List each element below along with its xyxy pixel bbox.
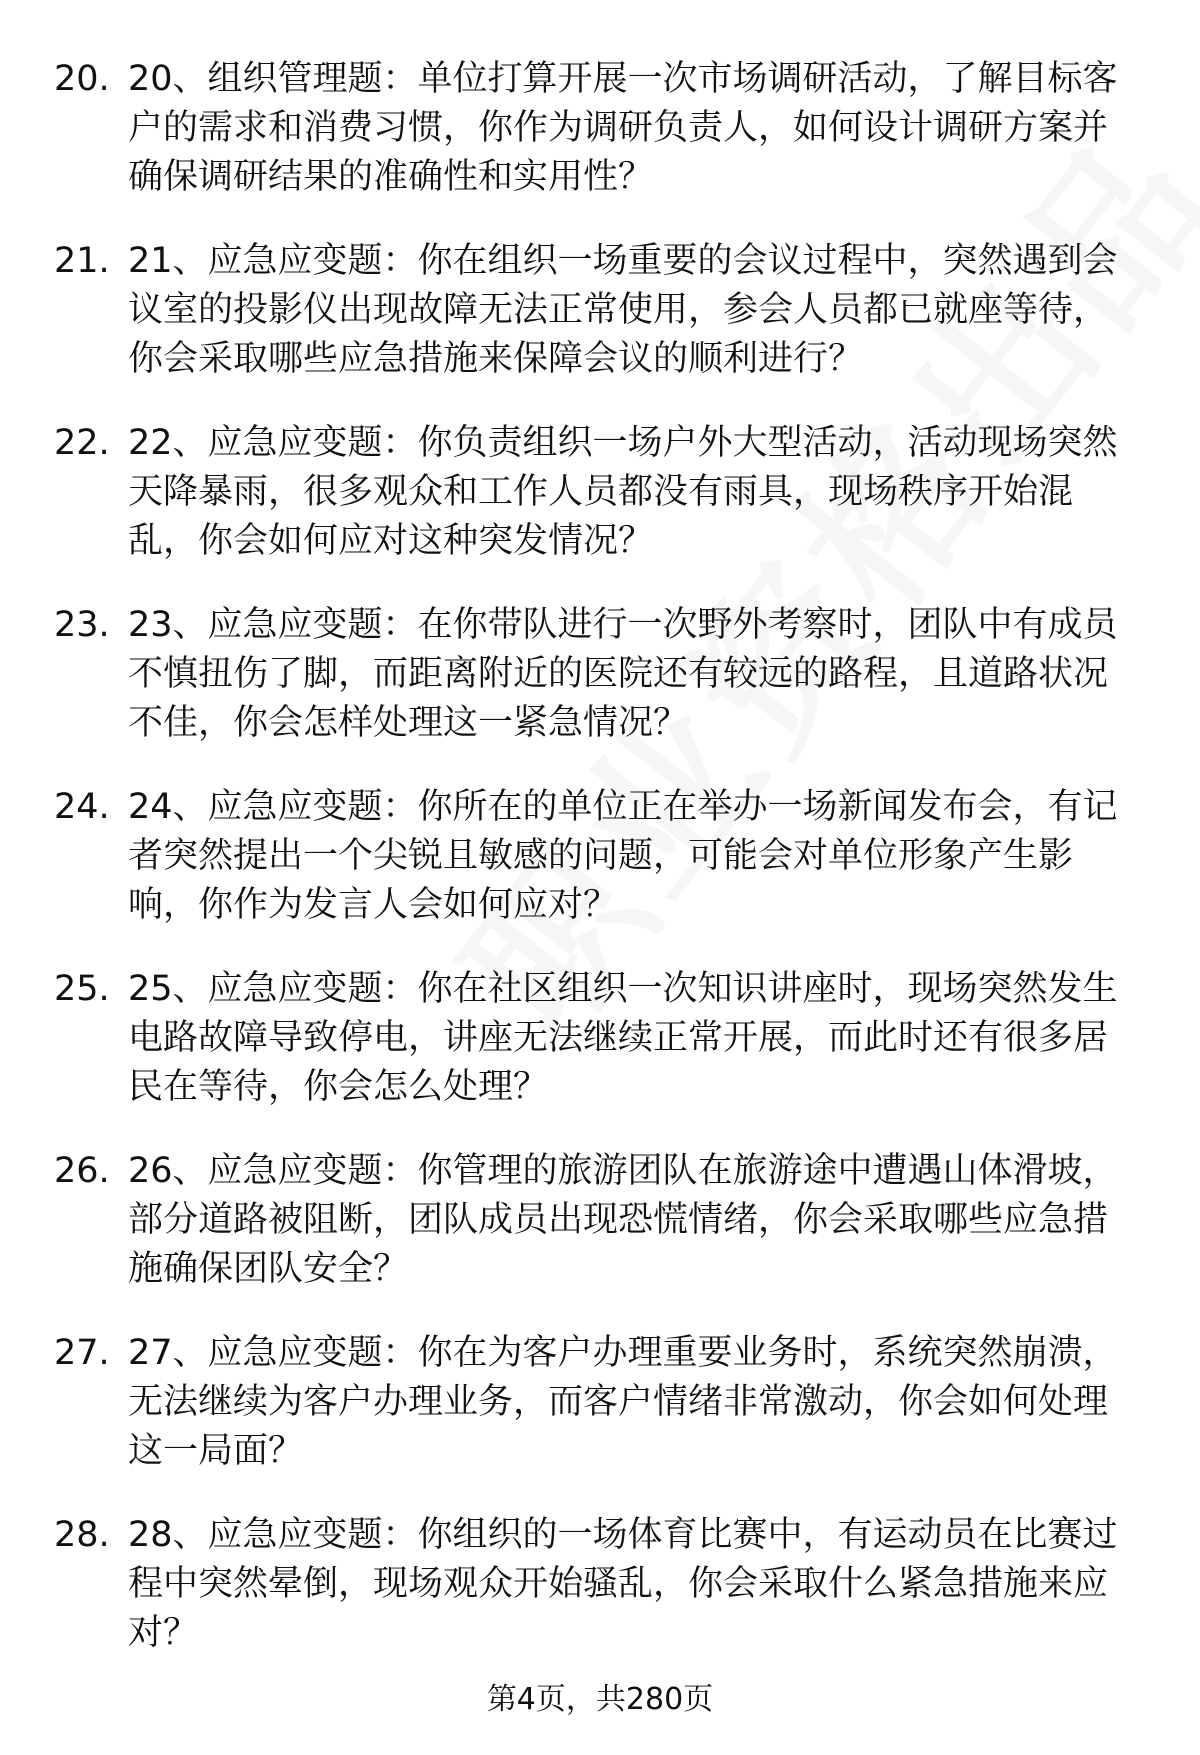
question-text-line: 施确保团队安全？ [128,1249,409,1289]
question-text-line: 乱，你会如何应对这种突发情况？ [128,521,654,561]
question-text-line: 24、应急应变题：你所在的单位正在举办一场新闻发布会，有记 [128,787,1118,827]
question-number: 22. [54,423,110,463]
question-number: 27. [54,1333,110,1373]
question-text-line: 26、应急应变题：你管理的旅游团队在旅游途中遭遇山体滑坡， [128,1151,1118,1191]
question-text-line: 这一局面？ [128,1431,304,1471]
question-text-line: 部分道路被阻断，团队成员出现恐慌情绪，你会采取哪些应急措 [128,1200,1109,1240]
question-text-line: 28、应急应变题：你组织的一场体育比赛中，有运动员在比赛过 [128,1515,1118,1555]
question-text-line: 户的需求和消费习惯，你作为调研负责人，如何设计调研方案并 [128,108,1109,148]
question-text-line: 22、应急应变题：你负责组织一场户外大型活动，活动现场突然 [128,423,1118,463]
question-number: 23. [54,605,110,645]
question-text-line: 天降暴雨，很多观众和工作人员都没有雨具，现场秩序开始混 [128,472,1074,512]
question-number: 21. [54,241,110,281]
question-number: 24. [54,787,110,827]
question-text-line: 无法继续为客户办理业务，而客户情绪非常激动，你会如何处理 [128,1382,1109,1422]
question-text-line: 民在等待，你会怎么处理？ [128,1067,549,1107]
question-number: 25. [54,969,110,1009]
question-text-line: 你会采取哪些应急措施来保障会议的顺利进行？ [128,339,864,379]
question-text-line: 响，你作为发言人会如何应对？ [128,885,619,925]
question-text-line: 议室的投影仪出现故障无法正常使用，参会人员都已就座等待， [128,290,1109,330]
question-text-line: 确保调研结果的准确性和实用性？ [128,157,654,197]
question-text-line: 23、应急应变题：在你带队进行一次野外考察时，团队中有成员 [128,605,1118,645]
question-text-line: 不佳，你会怎样处理这一紧急情况？ [128,703,689,743]
question-text-line: 对？ [128,1613,199,1653]
question-text-line: 者突然提出一个尖锐且敏感的问题，可能会对单位形象产生影 [128,836,1074,876]
question-text-line: 不慎扭伤了脚，而距离附近的医院还有较远的路程，且道路状况 [128,654,1109,694]
question-text-line: 程中突然晕倒，现场观众开始骚乱，你会采取什么紧急措施来应 [128,1564,1109,1604]
question-text-line: 21、应急应变题：你在组织一场重要的会议过程中，突然遇到会 [128,241,1118,281]
question-text-line: 27、应急应变题：你在为客户办理重要业务时，系统突然崩溃， [128,1333,1118,1373]
question-number: 20. [54,59,110,99]
question-number: 26. [54,1151,110,1191]
question-text-line: 20、组织管理题：单位打算开展一次市场调研活动，了解目标客 [128,59,1118,99]
question-text-line: 电路故障导致停电，讲座无法继续正常开展，而此时还有很多居 [128,1018,1109,1058]
page-footer: 第4页，共280页 [486,1682,714,1717]
question-text-line: 25、应急应变题：你在社区组织一次知识讲座时，现场突然发生 [128,969,1118,1009]
question-number: 28. [54,1515,110,1555]
